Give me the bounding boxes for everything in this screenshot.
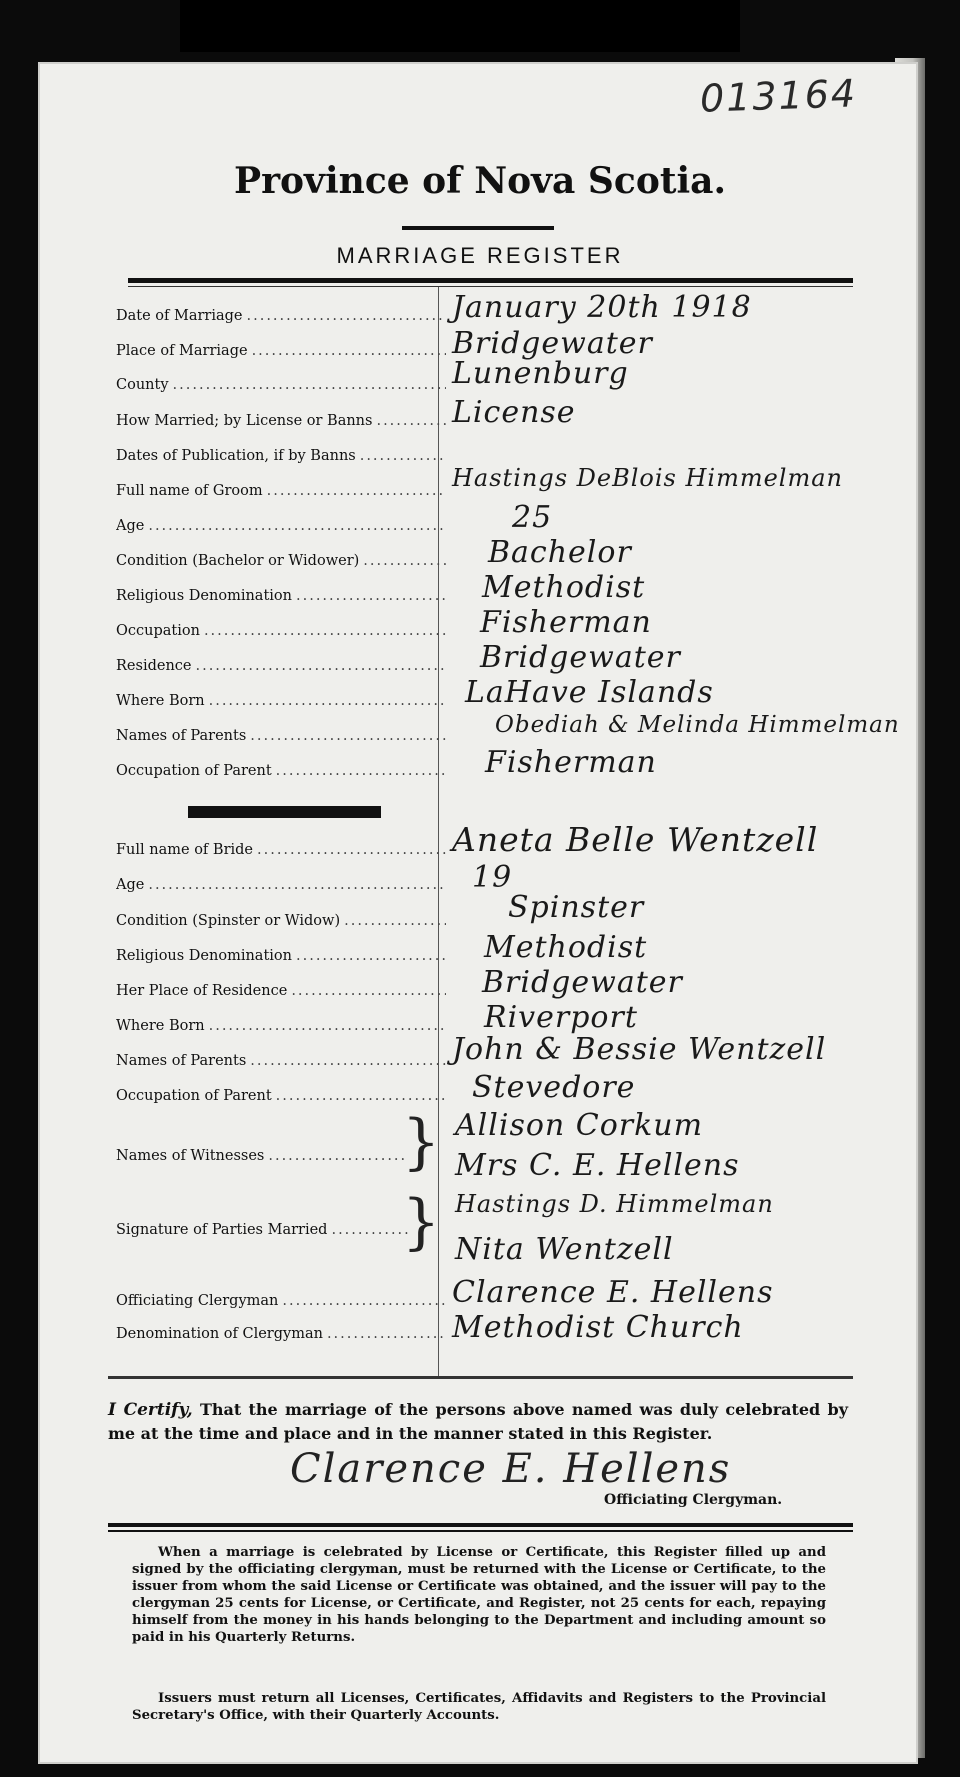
header-divider-thin [128,286,853,287]
field-label: How Married; by License or Banns ..... [116,413,446,435]
field-value: Methodist Church [452,1310,744,1345]
field-value: John & Bessie Wentzell [452,1032,827,1067]
field-label: Names of Parents ..... [116,1053,446,1075]
file-number: 013164 [699,71,858,121]
field-label: Names of Witnesses ..... [116,1148,408,1170]
field-value: Riverport [484,1000,638,1035]
field-label: Occupation ..... [116,623,446,645]
field-value: Fisherman [480,605,652,640]
field-label: Full name of Groom ..... [116,483,446,505]
certify-heading: I Certify, [108,1400,193,1420]
field-value: Mrs C. E. Hellens [455,1148,740,1183]
field-label: Dates of Publication, if by Banns ..... [116,448,446,470]
field-label: Residence ..... [116,658,446,680]
field-label: Date of Marriage ..... [116,308,446,330]
field-value: Methodist [482,570,646,605]
field-value: Nita Wentzell [455,1232,674,1267]
field-label: Denomination of Clergyman ..... [116,1326,446,1348]
field-label: Occupation of Parent ..... [116,1088,446,1110]
field-label: Where Born ..... [116,1018,446,1040]
certify-divider [108,1376,853,1379]
field-value: Hastings D. Himmelman [455,1190,774,1218]
field-label: County ..... [116,377,446,399]
field-label: Age ..... [116,877,446,899]
field-label: Signature of Parties Married ..... [116,1222,408,1244]
issuers-note: Issuers must return all Licenses, Certificates, Affidavits and Registers to the Provincial Secretary's Office, with their Quarterly Accounts. [132,1691,826,1723]
page-subtitle: MARRIAGE REGISTER [336,243,624,268]
field-label: Occupation of Parent ..... [116,763,446,785]
field-value: 19 [472,860,513,895]
field-value: 25 [512,500,553,535]
field-value: Spinster [508,890,645,925]
field-label: Place of Marriage ..... [116,343,446,365]
field-label: Names of Parents ..... [116,728,446,750]
page-title: Province of Nova Scotia. [234,160,726,202]
bride-section-bar [188,806,381,818]
field-value: Clarence E. Hellens [452,1275,774,1310]
signature-label: Officiating Clergyman. [604,1492,783,1508]
signatures-brace: } [402,1187,441,1257]
header-divider [128,278,853,283]
field-value: January 20th 1918 [452,290,752,325]
field-value: Aneta Belle Wentzell [452,820,819,859]
field-value: Bachelor [488,535,632,570]
footer-divider-thin [108,1530,853,1532]
field-label: Religious Denomination ..... [116,588,446,610]
field-label: Her Place of Residence ..... [116,983,446,1005]
certify-statement [108,1398,848,1445]
title-underline [402,226,554,230]
field-value: Bridgewater [482,965,683,1000]
field-label: Full name of Bride ..... [116,842,446,864]
field-value: Hastings DeBlois Himmelman [452,464,843,492]
certify-text: That the marriage of the persons above named was duly celebrated by me at the time and place and in the manner stated in this Register. [108,1400,849,1443]
field-label: Condition (Bachelor or Widower) ..... [116,553,446,575]
field-label: Officiating Clergyman ..... [116,1293,446,1315]
field-value: Lunenburg [452,356,629,391]
field-value: Bridgewater [480,640,681,675]
field-value: License [452,395,576,430]
witnesses-brace: } [402,1107,441,1177]
field-label: Age ..... [116,518,446,540]
field-value: Stevedore [472,1070,636,1105]
field-label: Where Born ..... [116,693,446,715]
field-label: Condition (Spinster or Widow) ..... [116,913,446,935]
field-value: Obediah & Melinda Himmelman [495,712,900,738]
field-label: Religious Denomination ..... [116,948,446,970]
field-value: LaHave Islands [465,675,714,710]
instructions-note: When a marriage is celebrated by License or Certificate, this Register filled up and signed by the officiating clergyman, must be returned with the License or Certificate, to the issuer from whom the said License or Certificate was obtained, and the issuer will pay to the clergyman 25 cents for License, or Certificate, and Register, not 25 cents for each, repaying himself from the money in his hands belonging to the Department and including amount so paid in his Quarterly Returns. [132,1545,826,1645]
field-value: Allison Corkum [455,1108,704,1143]
field-value: Methodist [484,930,648,965]
footer-divider [108,1523,853,1527]
scan-top-strip [180,0,740,52]
clergyman-signature: Clarence E. Hellens [290,1446,732,1492]
field-value: Fisherman [485,745,657,780]
field-value: Bridgewater [452,326,653,361]
